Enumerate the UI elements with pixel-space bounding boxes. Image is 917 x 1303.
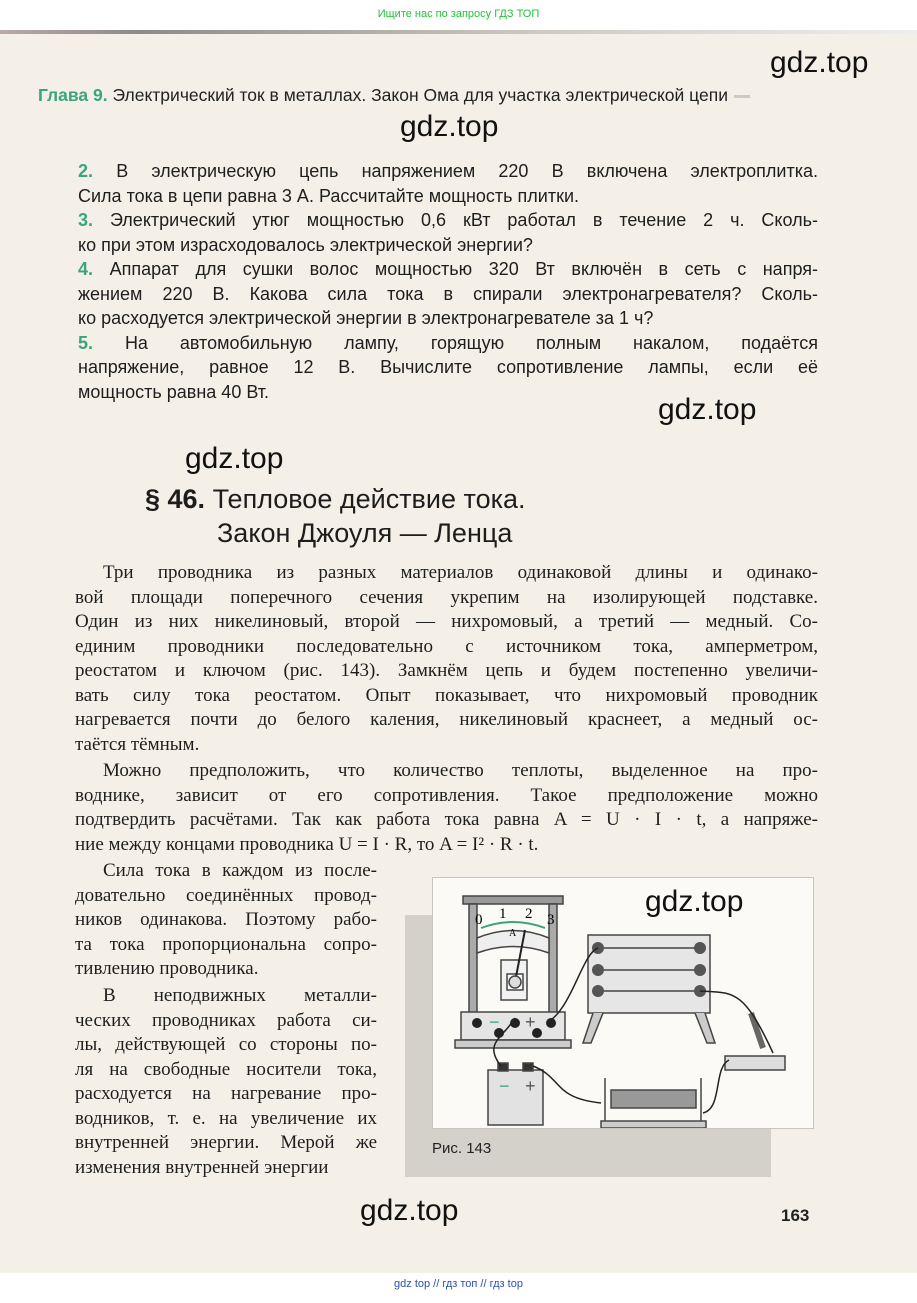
- running-head: [38, 85, 750, 106]
- scale-0: 0: [475, 912, 483, 928]
- footer-links: gdz top // гдз топ // гдз top: [394, 1278, 523, 1290]
- chapter-title: Электрический ток в металлах. Закон Ома для участка электрической цепи: [112, 85, 728, 105]
- rheostat: [601, 1078, 706, 1128]
- watermark: gdz.top: [185, 442, 284, 475]
- text-line: лы, действующей со стороны по-: [75, 1034, 377, 1055]
- text-line: единим проводники последовательно с источником тока, амперметром,: [75, 635, 818, 657]
- watermark: gdz.top: [400, 110, 499, 143]
- problems-list: [78, 159, 818, 404]
- problem-text: напряжение, равное 12 В. Вычислите сопротивление лампы, если её: [78, 357, 818, 377]
- text-line: ние между концами проводника U = I · R, то A = I² · R · t.: [75, 833, 539, 855]
- banner-text: Ищите нас по запросу ГДЗ ТОП: [377, 8, 540, 20]
- problem-line: [78, 282, 818, 307]
- text-line: подтвердить расчётами. Так как работа тока равна A = U · I · t, а напряже-: [75, 809, 818, 830]
- section-heading: [145, 482, 526, 550]
- paragraph: [75, 561, 818, 757]
- switch-key: [725, 1013, 785, 1070]
- text-line: вой площади поперечного сечения укрепим на изолирующей подставке.: [75, 586, 818, 608]
- problem-number: 3.: [78, 210, 94, 230]
- text-line: Один из них никелиновый, второй — нихромовый, а третий — медный. Со-: [75, 611, 818, 632]
- problem-text: Сила тока в цепи равна 3 А. Рассчитайте мощность плитки.: [78, 185, 580, 206]
- figure-143-circuit: [432, 877, 814, 1129]
- paragraph: [75, 984, 377, 1180]
- watermark: gdz.top: [360, 1194, 459, 1227]
- problem-line: [78, 331, 818, 356]
- scale-1: 1: [499, 906, 507, 922]
- text-line: ников одинакова. Поэтому рабо-: [75, 909, 377, 930]
- watermark: gdz.top: [770, 46, 869, 79]
- section-title-line2: Закон Джоуля — Ленца: [217, 518, 513, 548]
- text-line: воднике, зависит от его сопротивления. Такое предположение можно: [75, 784, 818, 806]
- text-line: изменения внутренней энергии: [75, 1156, 329, 1178]
- text-line: нагревается почти до белого каления, никелиновый краснеет, а медный ос-: [75, 709, 818, 730]
- text-line: внутренней энергии. Мерой же: [75, 1132, 377, 1153]
- text-line: та тока пропорциональна сопро-: [75, 933, 377, 955]
- watermark: gdz.top: [658, 393, 757, 426]
- section-title-line1: Тепловое действие тока.: [212, 484, 526, 514]
- text-line: довательно соединённых провод-: [75, 884, 377, 906]
- circuit-illustration: [433, 878, 813, 1128]
- problem-text: Аппарат для сушки волос мощностью 320 Вт включён в сеть с напря-: [109, 259, 818, 279]
- text-line: тивлению проводника.: [75, 958, 259, 979]
- text-line: водников, т. е. на увеличение их: [75, 1107, 377, 1129]
- ammeter-unit: A: [509, 928, 517, 939]
- scale-3: 3: [547, 912, 555, 928]
- problem-line: [78, 159, 818, 184]
- problem-text: Электрический утюг мощностью 0,6 кВт работал в течение 2 ч. Сколь-: [109, 210, 818, 230]
- section-number: § 46.: [145, 484, 206, 514]
- problem-number: 5.: [78, 332, 94, 353]
- problem-text: мощность равна 40 Вт.: [78, 381, 269, 402]
- problem-line: [78, 184, 818, 209]
- problem-line: [78, 257, 818, 282]
- scale-2: 2: [525, 906, 533, 922]
- text-line: ля на свободные носители тока,: [75, 1058, 377, 1080]
- top-banner: [0, 0, 917, 30]
- problem-line: [78, 306, 818, 331]
- text-line: В неподвижных металли-: [103, 985, 377, 1006]
- problem-line: [78, 355, 818, 380]
- ammeter-plus: +: [525, 1012, 536, 1032]
- page-number: 163: [781, 1206, 810, 1225]
- text-line: Можно предположить, что количество теплоты, выделенное на про-: [103, 760, 818, 781]
- problem-number: 4.: [78, 259, 94, 279]
- problem-line: [78, 380, 818, 405]
- problem-text: жением 220 В. Какова сила тока в спирали электронагревателя? Сколь-: [78, 283, 818, 304]
- figure-caption: Рис. 143: [432, 1140, 492, 1157]
- text-line: таётся тёмным.: [75, 733, 200, 755]
- battery-plus: +: [525, 1076, 536, 1096]
- problem-line: [78, 208, 818, 233]
- problem-text: ко при этом израсходовалось электрической энергии?: [78, 234, 533, 255]
- text-line: Сила тока в каждом из после-: [103, 860, 377, 881]
- paragraph: [75, 759, 818, 857]
- text-line: реостатом и ключом (рис. 143). Замкнём цепь и будем постепенно увеличи-: [75, 660, 818, 681]
- text-line: расходуется на нагревание про-: [75, 1083, 377, 1104]
- watermark: gdz.top: [645, 885, 744, 918]
- text-line: вать силу тока реостатом. Опыт показывает, что нихромовый проводник: [75, 684, 818, 706]
- problem-text: На автомобильную лампу, горящую полным накалом, подаётся: [124, 332, 818, 353]
- battery-minus: −: [499, 1076, 510, 1096]
- problem-line: [78, 233, 818, 258]
- page-edge: [0, 30, 917, 34]
- divider: [734, 95, 750, 98]
- text-line: Три проводника из разных материалов одинаковой длины и одинако-: [103, 562, 818, 583]
- problem-number: 2.: [78, 161, 94, 181]
- problem-text: ко расходуется электрической энергии в электронагревателе за 1 ч?: [78, 308, 654, 328]
- chapter-label: Глава 9.: [38, 85, 108, 105]
- paragraph: [75, 859, 377, 982]
- problem-text: В электрическую цепь напряжением 220 В включена электроплитка.: [116, 161, 818, 181]
- ammeter-minus: −: [489, 1012, 500, 1032]
- text-line: ческих проводниках работа си-: [75, 1009, 377, 1031]
